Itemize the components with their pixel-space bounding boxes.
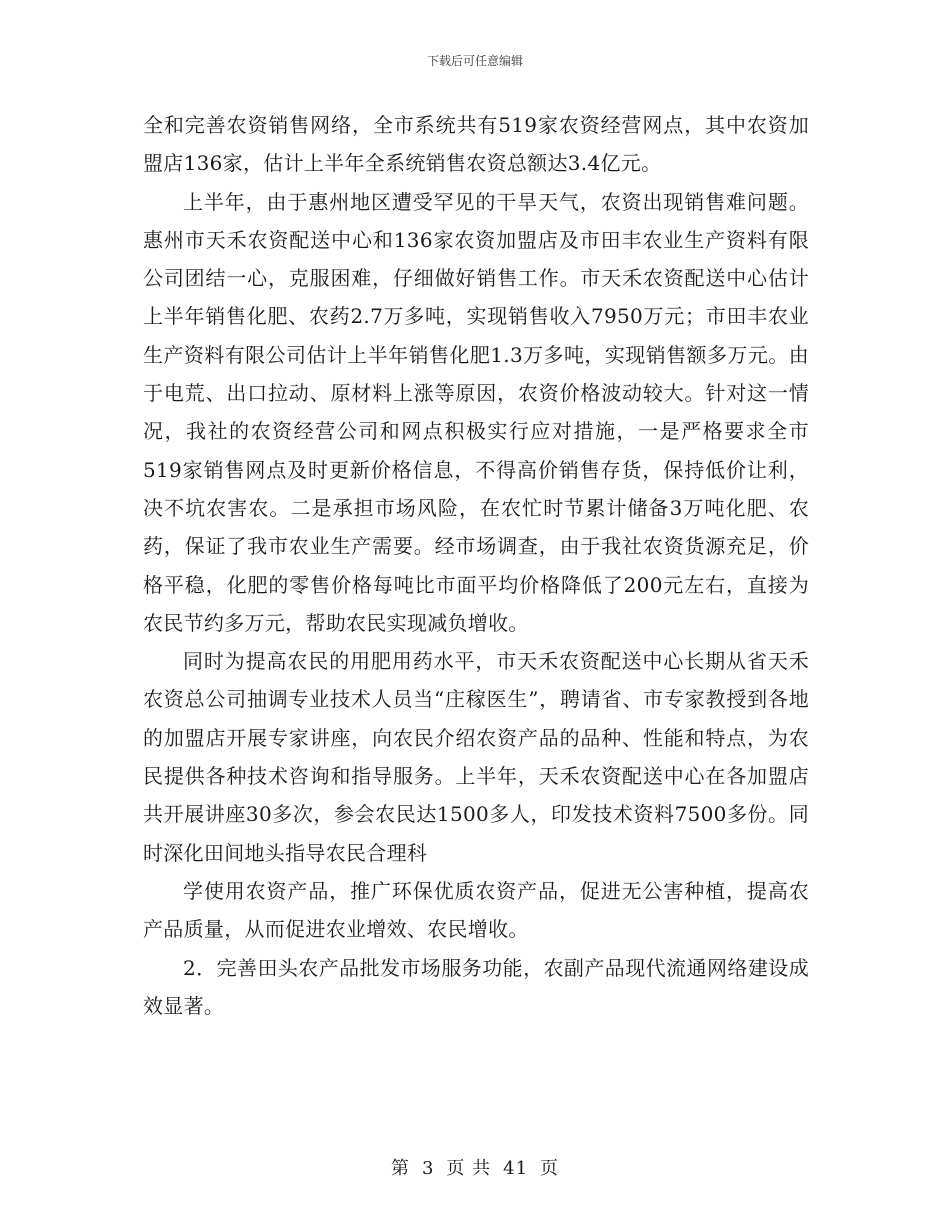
paragraph-5: 2．完善田头农产品批发市场服务功能，农副产品现代流通网络建设成效显著。 (143, 955, 809, 1018)
footer-middle: 页 共 (446, 1158, 492, 1179)
page-footer (0, 1154, 950, 1180)
footer-suffix: 页 (540, 1158, 560, 1179)
footer-prefix: 第 (390, 1158, 410, 1179)
paragraph-1: 全和完善农资销售网络，全市系统共有519家农资经营网点，其中农资加盟店136家，估计上半年全系统销售农资总额达3.4亿元。 (143, 113, 809, 176)
paragraph-2: 上半年，由于惠州地区遭受罕见的干旱天气，农资出现销售难问题。惠州市天禾农资配送中心和136家农资加盟店及市田丰农业生产资料有限公司团结一心，克服困难，仔细做好销售工作。市天禾农资配送中心估计上半年销售化肥、农药2.7万多吨，实现销售收入7950万元；市田丰农业生产资料有限公司估计上半年销售化肥1.3万多吨，实现销售额多万元。由于电荒、出口拉动、原材料上涨等原因，农资价格波动较大。针对这一情况，我社的农资经营公司和网点积极实行应对措施，一是严格要求全市519家销售网点及时更新价格信息，不得高价销售存货，保持低价让利，决不坑农害农。二是承担市场风险，在农忙时节累计储备3万吨化肥、农药，保证了我市农业生产需要。经市场调查，由于我社农资货源充足，价格平稳，化肥的零售价格每吨比市面平均价格降低了200元左右，直接为农民节约多万元，帮助农民实现减负增收。 (143, 189, 809, 635)
footer-total-pages: 41 (503, 1158, 529, 1179)
page-header: 下载后可任意编辑 (426, 54, 523, 68)
document-body (143, 106, 809, 1025)
paragraph-3: 同时为提高农民的用肥用药水平，市天禾农资配送中心长期从省天禾农资总公司抽调专业技术人员当“庄稼医生”，聘请省、市专家教授到各地的加盟店开展专家讲座，向农民介绍农资产品的品种、性能和特点，为农民提供各种技术咨询和指导服务。上半年，天禾农资配送中心在各加盟店共开展讲座30多次，参会农民达1500多人，印发技术资料7500多份。同时深化田间地头指导农民合理科 (143, 649, 809, 865)
paragraph-4: 学使用农资产品，推广环保优质农资产品，促进无公害种植，提高农产品质量，从而促进农业增效、农民增收。 (143, 878, 809, 942)
footer-page-number: 3 (421, 1158, 435, 1179)
